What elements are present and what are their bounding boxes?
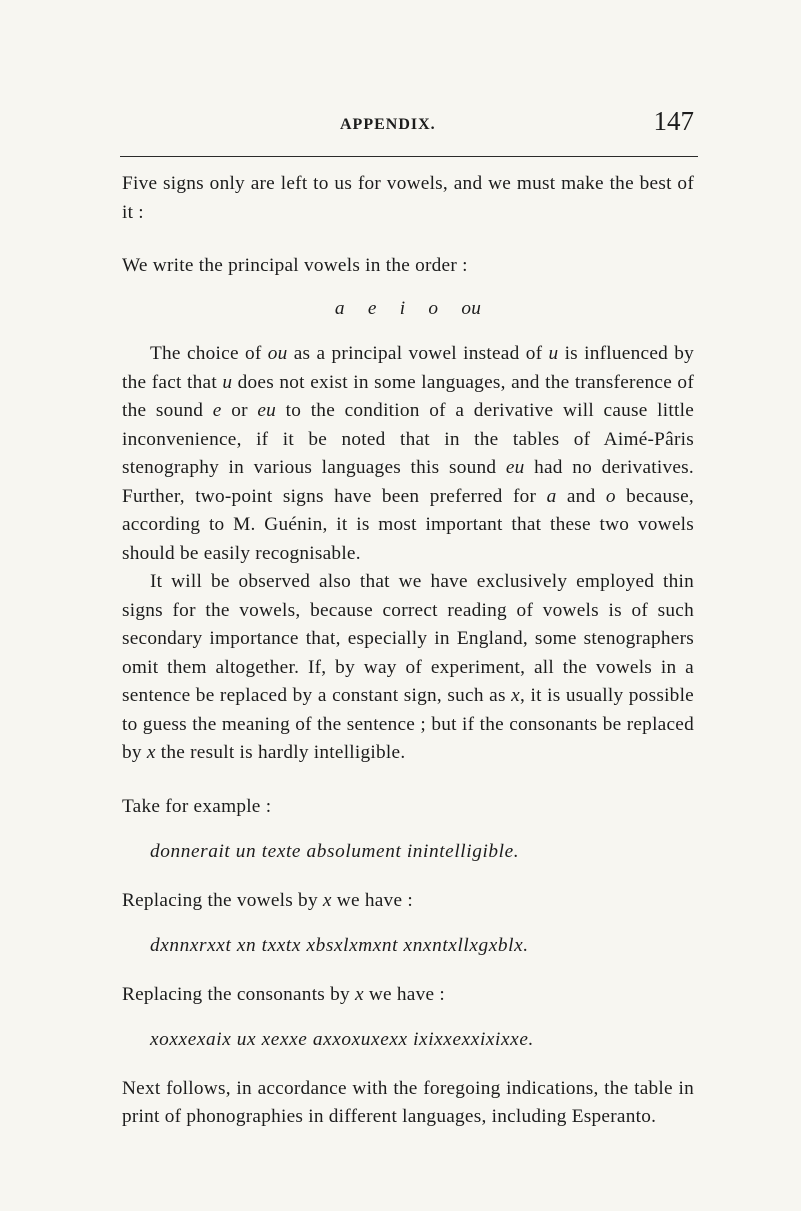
paragraph-vowel-signs: Five signs only are left to us for vowels, and we must make the best of it : bbox=[122, 173, 694, 223]
paragraph-next-follows: Next follows, in accordance with the foregoing indications, the table in print of phonographies in different languages, including Esperanto. bbox=[122, 1077, 694, 1127]
page-header bbox=[120, 102, 698, 157]
paragraph-choice-of-ou: The choice of ou as a principal vowel instead of u is influenced by the fact that u does not exist in some languages, and the transference of the sound e or eu to the condition of a derivative will cause little inconvenience, if it be noted that in the tables of Aimé-Pâris stenography in various languages this sound eu had no derivatives. Further, two-point signs have been preferred for a and o because, according to M. Guénin, it is most important that these two vowels should be easily recognisable. bbox=[122, 343, 695, 564]
page-body bbox=[122, 170, 694, 1132]
running-head: APPENDIX. bbox=[340, 116, 436, 133]
page-number: 147 bbox=[653, 106, 694, 136]
paragraph-vowel-order: We write the principal vowels in the order : bbox=[122, 255, 468, 276]
vowel-item: ou bbox=[461, 297, 482, 319]
example-consonants-replaced: xoxxexaix ux xexxe axxoxuxexx ixixxexxixixxe. bbox=[150, 1029, 534, 1050]
example-original: donnerait un texte absolument inintelligible. bbox=[150, 841, 520, 862]
vowel-list bbox=[122, 295, 694, 324]
example-vowels-replaced: dxnnxrxxt xn txxtx xbsxlxmxnt xnxntxllxgxblx. bbox=[150, 935, 529, 956]
vowel-item: a bbox=[334, 297, 345, 319]
paragraph-take-example: Take for example : bbox=[122, 795, 272, 817]
vowel-item: o bbox=[428, 297, 439, 319]
vowel-item: e bbox=[367, 297, 377, 319]
paragraph-thin-signs: It will be observed also that we have exclusively employed thin signs for the vowels, because correct reading of vowels is of such secondary importance that, especially in England, some stenographers omit them altogether. If, by way of experiment, all the vowels in a sentence be replaced by a constant sign, such as x, it is usually possible to guess the meaning of the sentence ; but if the consonants be replaced by x the result is hardly intelligible. bbox=[122, 571, 694, 763]
paragraph-replacing-vowels: Replacing the vowels by x we have : bbox=[122, 889, 413, 911]
vowel-item: i bbox=[399, 297, 406, 319]
paragraph-replacing-consonants: Replacing the consonants by x we have : bbox=[122, 983, 445, 1005]
